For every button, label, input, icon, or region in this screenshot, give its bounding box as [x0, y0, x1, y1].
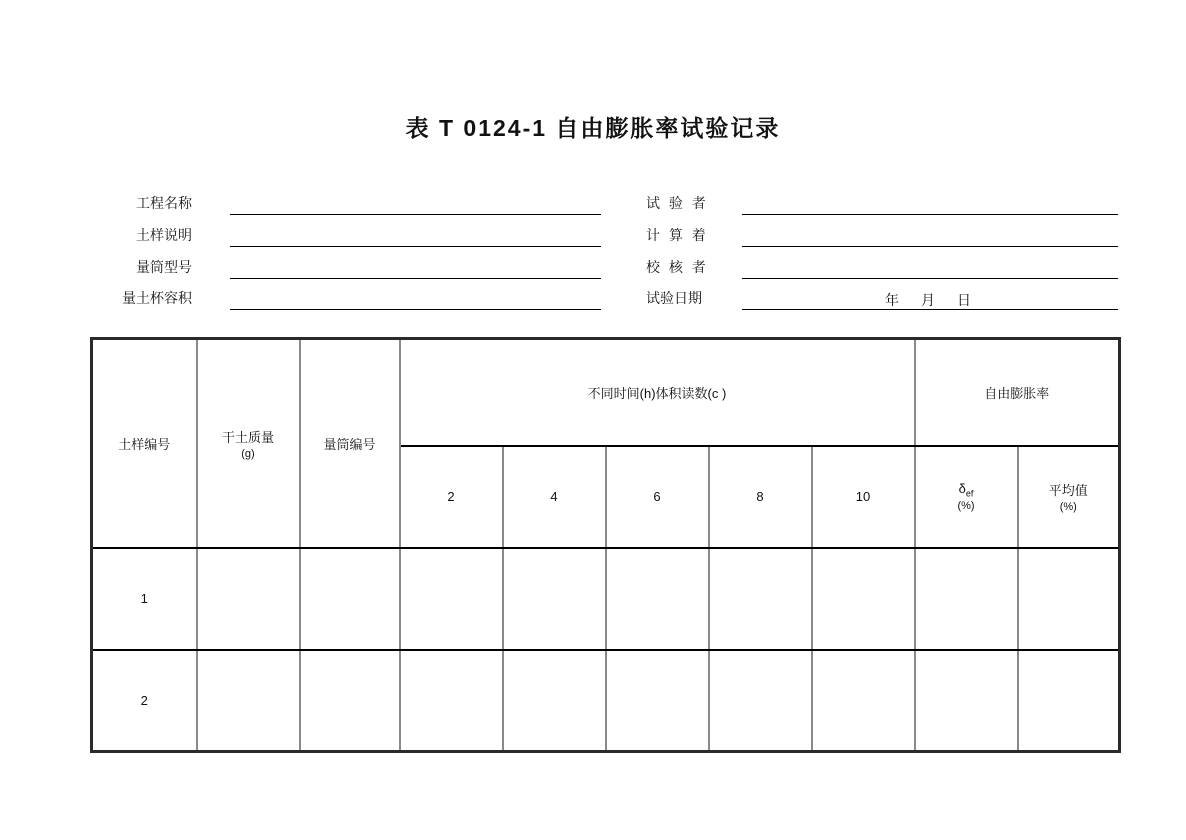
header-average — [1018, 446, 1120, 548]
page-title: 表 T 0124-1 自由膨胀率试验记录 — [405, 115, 781, 141]
row1-average-cell — [1018, 548, 1120, 650]
delta-symbol: $\delta_{ef}$ — [958, 480, 974, 499]
row1-reading-8h-cell — [709, 548, 812, 650]
header-expansion-group: 自由膨胀率 — [915, 339, 1120, 446]
calculator-label: 计 算 着 — [646, 227, 706, 243]
cylinder-model-line — [230, 261, 601, 279]
test-record-table — [90, 337, 1121, 753]
test-date-line: 年 月 日 — [742, 292, 1118, 310]
header-readings-group: 不同时间(h)体积读数(c ) — [400, 339, 915, 446]
average-unit: (%) — [1059, 501, 1077, 513]
row1-dry-mass-cell — [197, 548, 300, 650]
row2-reading-2h-cell — [400, 650, 503, 752]
row1-reading-10h-cell — [812, 548, 915, 650]
test-date-label: 试验日期 — [646, 290, 702, 306]
soil-sample-desc-line — [230, 229, 601, 247]
tester-label: 试 验 者 — [646, 195, 706, 211]
row1-reading-6h-cell — [606, 548, 709, 650]
project-name-label: 工程名称 — [136, 195, 192, 211]
row2-reading-4h-cell — [503, 650, 606, 752]
project-name-line — [230, 197, 601, 215]
row2-average-cell — [1018, 650, 1120, 752]
table-row-2 — [92, 650, 1120, 752]
header-delta-ef — [915, 446, 1018, 548]
row2-delta-ef-cell — [915, 650, 1018, 752]
checker-line — [742, 261, 1118, 279]
header-dry-mass-unit: (g) — [241, 447, 255, 460]
row1-cylinder-no-cell — [300, 548, 400, 650]
header-dry-mass-text: 干土质量 — [221, 429, 274, 445]
header-time-6: 6 — [606, 446, 709, 548]
header-time-10: 10 — [812, 446, 915, 548]
row2-dry-mass-cell — [197, 650, 300, 752]
row2-reading-10h-cell — [812, 650, 915, 752]
row2-reading-6h-cell — [606, 650, 709, 752]
row2-cylinder-no-cell — [300, 650, 400, 752]
header-dry-mass — [197, 339, 300, 548]
row1-delta-ef-cell — [915, 548, 1018, 650]
delta-subscript: ef — [965, 488, 974, 499]
header-time-2: 2 — [400, 446, 503, 548]
header-time-4: 4 — [503, 446, 606, 548]
soil-sample-desc-label: 土样说明 — [136, 227, 192, 243]
table-row-1 — [92, 548, 1120, 650]
header-cylinder-no: 量筒编号 — [300, 339, 400, 548]
calculator-line — [742, 229, 1118, 247]
header-time-8: 8 — [709, 446, 812, 548]
soil-cup-volume-label: 量土杯容积 — [122, 290, 192, 306]
row2-reading-8h-cell — [709, 650, 812, 752]
row1-reading-4h-cell — [503, 548, 606, 650]
checker-label: 校 核 者 — [646, 259, 706, 275]
header-sample-no: 土样编号 — [92, 339, 197, 548]
soil-cup-volume-line — [230, 292, 601, 310]
delta-unit: (%) — [957, 500, 975, 513]
row2-sample-no: 2 — [92, 650, 197, 752]
row1-reading-2h-cell — [400, 548, 503, 650]
row1-sample-no: 1 — [92, 548, 197, 650]
average-text: 平均值 — [1048, 483, 1088, 498]
cylinder-model-label: 量筒型号 — [136, 259, 192, 275]
tester-line — [742, 197, 1118, 215]
